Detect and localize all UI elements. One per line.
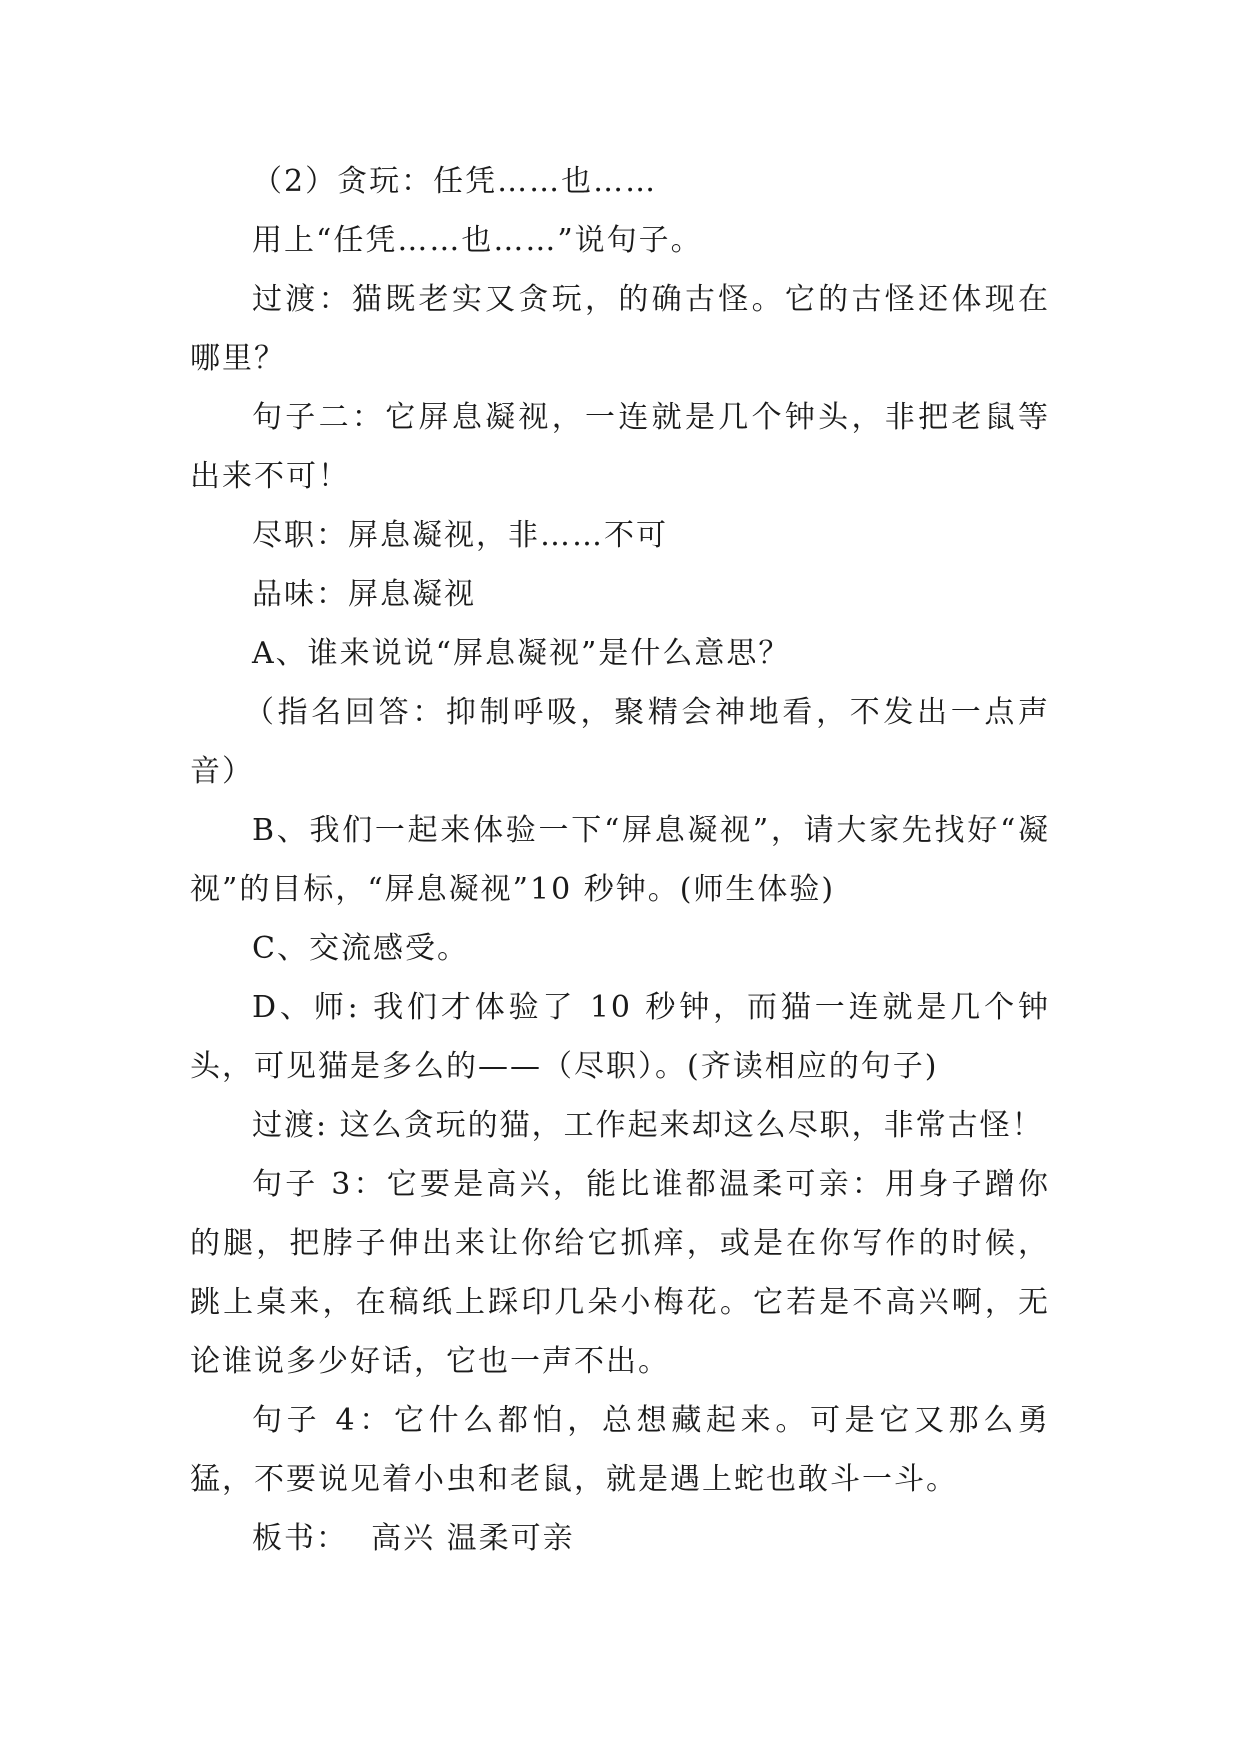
paragraph-item-a: A、谁来说说“屏息凝视”是什么意思？ — [252, 636, 791, 671]
paragraph-item-c: C、交流感受。 — [252, 931, 469, 966]
paragraph-answer: （指名回答：抑制呼吸，聚精会神地看，不发出一点声音） — [190, 695, 1050, 789]
paragraph-transition-2: 过渡: 这么贪玩的猫，工作起来却这么尽职，非常古怪！ — [252, 1108, 1044, 1143]
paragraph-make-sentence: 用上“任凭……也……”说句子。 — [252, 223, 703, 258]
paragraph-sentence-two: 句子二：它屏息凝视，一连就是几个钟头，非把老鼠等出来不可！ — [190, 400, 1050, 494]
paragraph-blackboard: 板书： 高兴 温柔可亲 — [252, 1521, 575, 1556]
paragraph-transition-1: 过渡：猫既老实又贪玩，的确古怪。它的古怪还体现在哪里？ — [190, 282, 1050, 376]
paragraph-item-b: B、我们一起来体验一下“屏息凝视”，请大家先找好“凝视”的目标，“屏息凝视”10 秒钟。(师生体验) — [190, 813, 1050, 907]
paragraph-item-d: D、师: 我们才体验了 10 秒钟，而猫一连就是几个钟头，可见猫是多么的——（尽职）。(齐读相应的句子) — [190, 990, 1050, 1084]
paragraph-savor: 品味：屏息凝视 — [252, 577, 476, 612]
document-body — [190, 152, 1050, 1568]
paragraph-greedy-play: （2）贪玩：任凭……也…… — [252, 164, 658, 199]
paragraph-sentence-three: 句子 3：它要是高兴，能比谁都温柔可亲：用身子蹭你的腿，把脖子伸出来让你给它抓痒，或是在你写作的时候，跳上桌来，在稿纸上踩印几朵小梅花。它若是不高兴啊，无论谁说多少好话，它也一声不出。 — [190, 1167, 1050, 1379]
paragraph-sentence-four: 句子 4：它什么都怕，总想藏起来。可是它又那么勇猛，不要说见着小虫和老鼠，就是遇上蛇也敢斗一斗。 — [190, 1403, 1050, 1497]
paragraph-dutiful: 尽职：屏息凝视，非……不可 — [252, 518, 668, 553]
